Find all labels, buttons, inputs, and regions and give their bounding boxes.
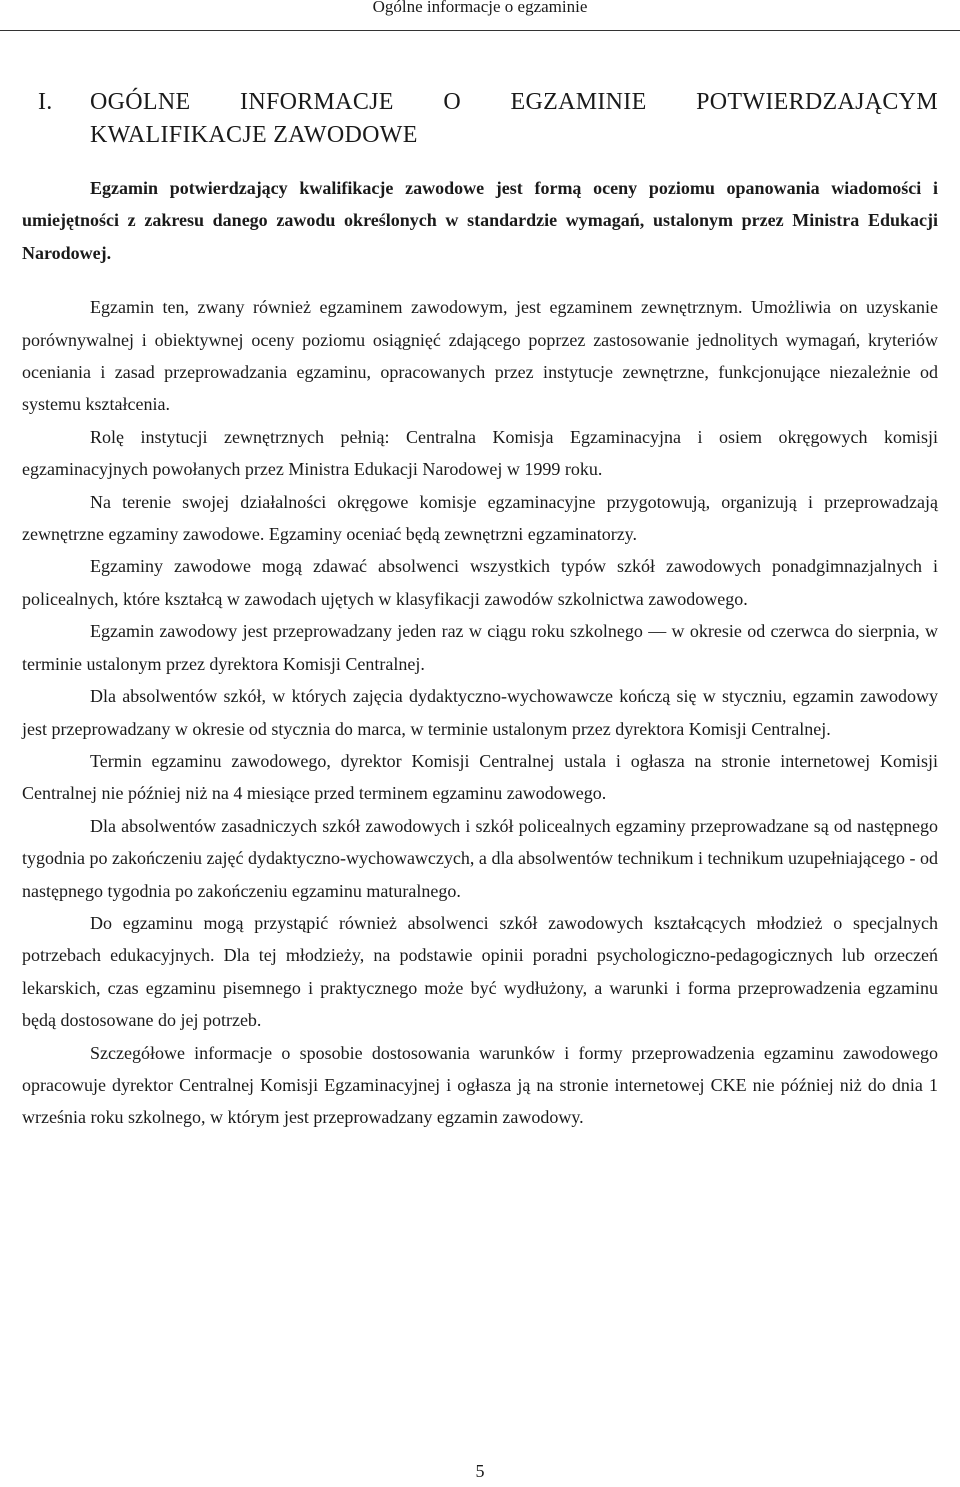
body-paragraph: Termin egzaminu zawodowego, dyrektor Komisji Centralnej ustala i ogłasza na stronie internetowej Komisji Centralnej nie później niż na 4 miesiące przed terminem egzaminu zawodowego. [22,750,938,804]
section-title-word: EGZAMINIE [510,89,647,115]
section-title-word: O [443,89,461,115]
section-heading [38,86,938,152]
body-paragraph: Egzamin ten, zwany również egzaminem zawodowym, jest egzaminem zewnętrznym. Umożliwia on uzyskanie porównywalnej i obiektywnej oceny poziomu osiągnięć zdającego poprzez zastosowanie jednolitych wymagań, kryteriów oceniania i zasad przeprowadzania egzaminu, opracowanych przez instytucje zewnętrzne, funkcjonujące niezależnie od systemu kształcenia. [22,297,938,415]
section-title-word: POTWIERDZAJĄCYM [696,89,938,115]
page-number: 5 [475,1461,485,1481]
body-paragraph: Dla absolwentów szkół, w których zajęcia dydaktyczno-wychowawcze kończą się w styczniu, egzamin zawodowy jest przeprowadzany w okresie od stycznia do marca, w terminie ustalonym przez dyrektora Komisji Centralnej. [22,686,938,739]
body-paragraph: Na terenie swojej działalności okręgowe komisje egzaminacyjne przygotowują, organizują i przeprowadzają zewnętrzne egzaminy zawodowe. Egzaminy oceniać będą zewnętrzni egzaminatorzy. [22,491,938,545]
running-header: Ogólne informacje o egzaminie [372,0,588,16]
section-heading-line-2: KWALIFIKACJE ZAWODOWE [90,122,418,148]
body-paragraph: Szczegółowe informacje o sposobie dostosowania warunków i formy przeprowadzenia egzaminu zawodowego opracowuje dyrektor Centralnej Komisji Egzaminacyjnej i ogłasza ją na stronie internetowej CKE nie później niż do dnia 1 września roku szkolnego, w którym jest przeprowadzany egzamin zawodowy. [22,1042,938,1128]
lead-paragraph: Egzamin potwierdzający kwalifikacje zawodowe jest formą oceny poziomu opanowania wiadomości i umiejętności z zakresu danego zawodu określonych w standardzie wymagań, ustalonym przez Ministra Edukacji Narodowej. [22,178,938,263]
section-title-word: INFORMACJE [240,89,394,115]
body-paragraph: Dla absolwentów zasadniczych szkół zawodowych i szkół policealnych egzaminy przeprowadzane są od następnego tygodnia po zakończeniu zajęć dydaktyczno-wychowawczych, a dla absolwentów technikum i technikum uzupełniającego - od następnego tygodnia po zakończeniu egzaminu maturalnego. [22,815,938,901]
body-paragraph: Rolę instytucji zewnętrznych pełnią: Centralna Komisja Egzaminacyjna i osiem okręgowych komisji egzaminacyjnych powołanych przez Ministra Edukacji Narodowej w 1999 roku. [22,426,938,480]
document-body [22,172,938,1134]
header-rule [0,30,960,31]
body-paragraph: Egzaminy zawodowe mogą zdawać absolwenci wszystkich typów szkół zawodowych ponadgimnazjalnych i policealnych, które kształcą w zawodach ujętych w klasyfikacji zawodów szkolnictwa zawodowego. [22,556,938,609]
body-paragraph: Do egzaminu mogą przystąpić również absolwenci szkół zawodowych kształcących młodzież o specjalnych potrzebach edukacyjnych. Dla tej młodzieży, na podstawie opinii poradni psychologiczno-pedagogicznych lub orzeczeń lekarskich, czas egzaminu pisemnego i praktycznego może być wydłużony, a warunki i forma przeprowadzenia egzaminu będą dostosowane do jej potrzeb. [22,912,938,1031]
section-heading-line-1 [38,86,938,119]
body-paragraph: Egzamin zawodowy jest przeprowadzany jeden raz w ciągu roku szkolnego — w okresie od czerwca do sierpnia, w terminie ustalonym przez dyrektora Komisji Centralnej. [22,621,938,674]
section-number: I. OGÓLNE [38,89,191,115]
